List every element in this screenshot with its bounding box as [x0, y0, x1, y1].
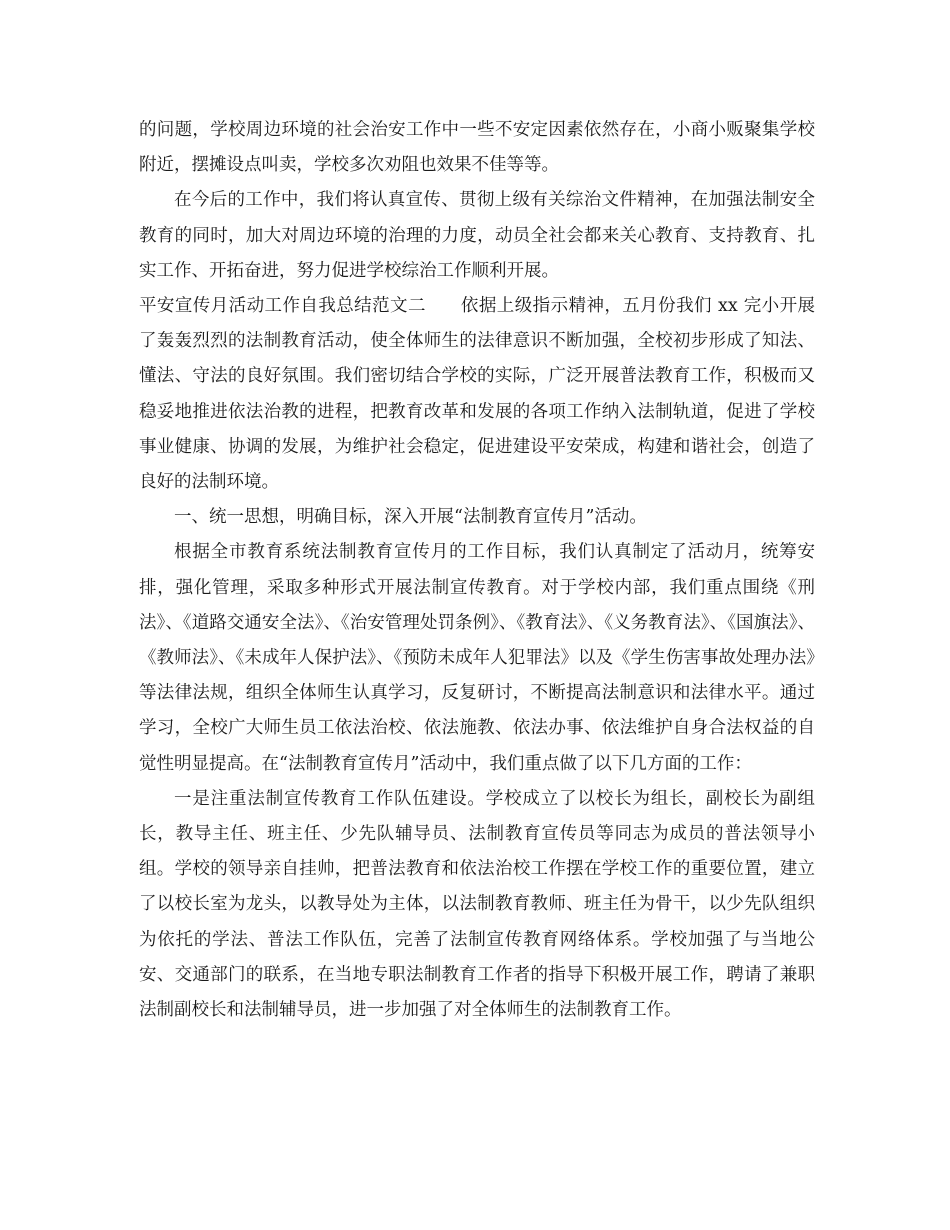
- paragraph-section-two: [139, 289, 815, 500]
- paragraph-legal-study: 根据全市教育系统法制教育宣传月的工作目标，我们认真制定了活动月，统筹安排，强化管理，采取多种形式开展法制宣传教育。对于学校内部，我们重点围绕《刑法》、《道路交通安全法》、《治安管理处罚条例》、《教育法》、《义务教育法》、《国旗法》、《教师法》、《未成年人保护法》、《预防未成年人犯罪法》以及《学生伤害事故处理办法》等法律法规，组织全体师生认真学习，反复研讨，不断提高法制意识和法律水平。通过学习，全校广大师生员工依法治校、依法施教、依法办事、依法维护自身合法权益的自觉性明显提高。在“法制教育宣传月”活动中，我们重点做了以下几方面的工作：: [139, 542, 815, 774]
- paragraph-continuation: 的问题，学校周边环境的社会治安工作中一些不安定因素依然存在，小商小贩聚集学校附近，摆摊设点叫卖，学校多次劝阻也效果不佳等等。: [139, 120, 815, 176]
- heading-item-one: 一、统一思想，明确目标，深入开展“法制教育宣传月”活动。: [174, 507, 647, 528]
- paragraph-team-building: 一是注重法制宣传教育工作队伍建设。学校成立了以校长为组长，副校长为副组长，教导主任、班主任、少先队辅导员、法制教育宣传员等同志为成员的普法领导小组。学校的领导亲自挂帅，把普法教育和依法治校工作摆在学校工作的重要位置，建立了以校长室为龙头，以教导处为主体，以法制教育教师、班主任为骨干，以少先队组织为依托的学法、普法工作队伍，完善了法制宣传教育网络体系。学校加强了与当地公安、交通部门的联系，在当地专职法制教育工作者的指导下积极开展工作，聘请了兼职法制副校长和法制辅导员，进一步加强了对全体师生的法制教育工作。: [139, 788, 815, 1021]
- section-title: 平安宣传月活动工作自我总结范文二: [139, 296, 426, 317]
- section-two-body: 依据上级指示精神，五月份我们 xx 完小开展了轰轰烈烈的法制教育活动，使全体师生的法律意识不断加强，全校初步形成了知法、懂法、守法的良好氛围。我们密切结合学校的实际，广泛开展普法教育工作，积极而又稳妥地推进依法治教的进程，把教育改革和发展的各项工作纳入法制轨道，促进了学校事业健康、协调的发展，为维护社会稳定，促进建设平安荣成，构建和谐社会，创造了良好的法制环境。: [139, 296, 815, 493]
- document-body: [139, 113, 815, 1028]
- paragraph-future-work: 在今后的工作中，我们将认真宣传、贯彻上级有关综治文件精神，在加强法制安全教育的同时，加大对周边环境的治理的力度，动员全社会都来关心教育、支持教育、扎实工作、开拓奋进，努力促进学校综治工作顺利开展。: [139, 190, 815, 281]
